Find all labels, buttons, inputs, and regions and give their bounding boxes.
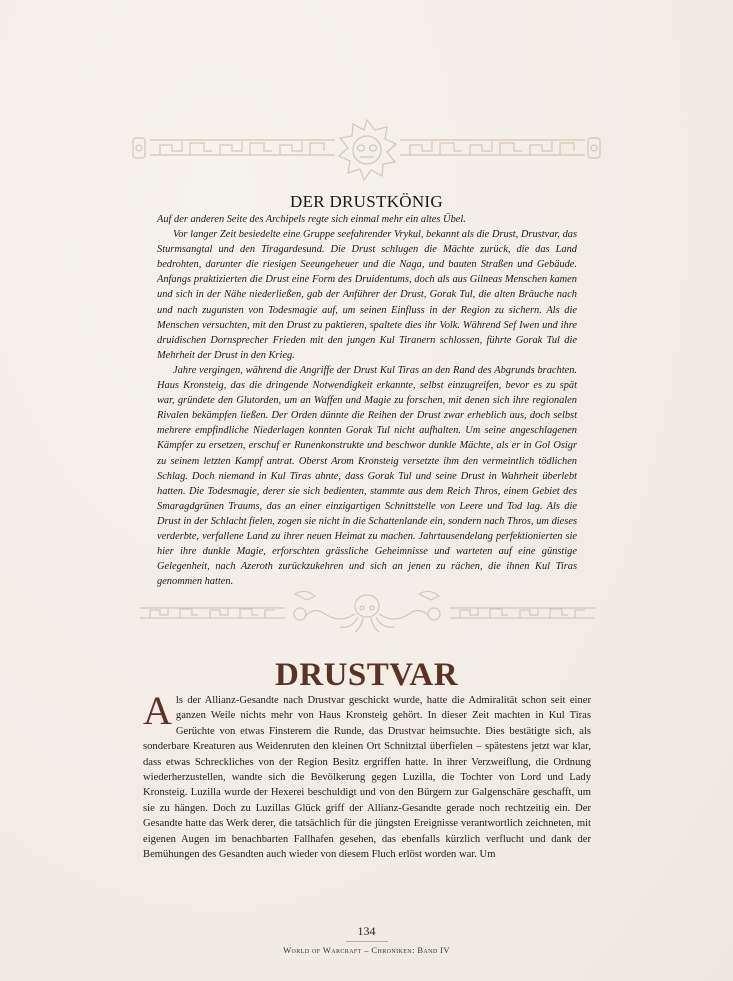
drop-cap: A: [143, 688, 172, 733]
sidebar-text-block: [157, 212, 577, 589]
sidebar-paragraph: Auf der anderen Seite des Archipels regte sich einmal mehr ein altes Übel.: [157, 214, 466, 225]
chapter-body: [143, 688, 591, 862]
skull-sun-border-ornament: [0, 118, 733, 188]
ornament-top-icon: [0, 118, 733, 188]
chapter-title: DRUSTVAR: [274, 657, 459, 693]
chapter-paragraph: [143, 688, 591, 862]
sidebar-paragraph: Vor langer Zeit besiedelte eine Gruppe seefahrender Vrykul, bekannt als die Drust, Drustvar, das Sturmsangtal und den Tiragardesund. Die Drust schlugen die Mächte zurück, die das Land bedrohten, darunter die riesigen Seeungeheuer und die Naga, und bauten Straßen und Gebäude. Anfangs praktizierten die Drust eine Form des Druidentums, doch als aus Gilneas Menschen kamen und sich in der Nähe niederließen, gab der Anführer der Drust, Gorak Tul, die alten Bräuche nach und nach zugunsten von Todesmagie auf, um seinen Einfluss in der Region zu sichern. Als die Menschen versuchten, mit den Drust zu paktieren, spaltete dies ihr Volk. Während Sef Iwen und ihre druidischen Dornsprecher Frieden mit den jungen Kul Tiranern schlossen, führte Gorak Tul die Mehrheit der Drust in den Krieg.: [157, 229, 577, 361]
footer-divider: [346, 941, 388, 942]
chapter-body-text: ls der Allianz-Gesandte nach Drustvar geschickt wurde, hatte die Admiralität schon seit einer ganzen Weile nichts mehr von Haus Kronsteig gehört. In dieser Zeit machten in Kul Tiras Gerüchte von etwas Finsterem die Runde, das Drustvar heimsuchte. Dies bestätigte sich, als sonderbare Kreaturen aus Weidenruten den kleinen Ort Schnitztal überfielen – spätestens jetzt war klar, dass etwas Schreckliches von der Region Besitz ergriffen hatte. In ihrer Verzweiflung, die Ordnung wiederherzustellen, wandte sich die Bevölkerung gegen Luzilla, die Tochter von Lord und Lady Kronsteig. Luzilla wurde der Hexerei beschuldigt und von den Bürgern zur Galgenschäre geschafft, um sie zu hängen. Doch zu Luzillas Glück griff der Allianz-Gesandte gerade noch rechtzeitig ein. Der Gesandte hatte das Werk derer, die tatsächlich für die jüngsten Ereignisse verantwortlich zeichneten, mit eigenen Augen im benachbarten Fallhafen gesehen, das ebenfalls kürzlich verflucht und dank der Bemühungen des Gesandten auch wieder von diesem Fluch erlöst worden war. Um: [143, 695, 591, 861]
sidebar-paragraph: Jahre vergingen, während die Angriffe der Drust Kul Tiras an den Rand des Abgrunds brachten. Haus Kronsteig, das die dringende Notwendigkeit erkannte, selbst einzugreifen, bevor es zu spät war, gründete den Glutorden, um an Waffen und Magie zu forschen, mit denen sich ihre regionalen Rivalen bekämpfen ließen. Der Orden dünnte die Reihen der Drust zwar erheblich aus, doch selbst mehrere empfindliche Niederlagen konnten Gorak Tul nicht aufhalten. Um seine angeschlagenen Kämpfer zu ersetzen, erschuf er Runenkonstrukte und beschwor dunkle Mächte, als er in Gol Osigr zu seinem letzten Kampf antrat. Oberst Arom Kronsteig versetzte ihm den vermeintlich tödlichen Schlag. Doch niemand in Kul Tiras ahnte, dass Gorak Tul und seine Drust in Wahrheit überlebt hatten. Die Todesmagie, derer sie sich bedienten, stammte aus dem Reich Thros, einem Gebiet des Smaragdgrünen Traums, das an einer einzigartigen Schnittstelle von Leere und Tod lag. Als die Drust in der Schlacht fielen, zogen sie nicht in die Schattenlande ein, sondern nach Thros, um dieses verderbte, verfallene Land zu ihrer neuen Heimat zu machen. Jahrtausendelang perfektionierten sie hier ihre dunkle Magie, erforschten grässliche Geheimnisse und warteten auf eine günstige Gelegenheit, nach Azeroth zurückzukehren und sich an jenen zu rächen, die ihnen Kul Tiras genommen hatten.: [157, 364, 577, 588]
page-number: 134: [357, 924, 376, 938]
running-footer-title: World of Warcraft – Chroniken: Band IV: [283, 945, 450, 955]
kraken-border-ornament: [0, 586, 733, 636]
ornament-kraken-icon: [0, 586, 733, 636]
section-title: DER DRUSTKÖNIG: [290, 192, 443, 211]
